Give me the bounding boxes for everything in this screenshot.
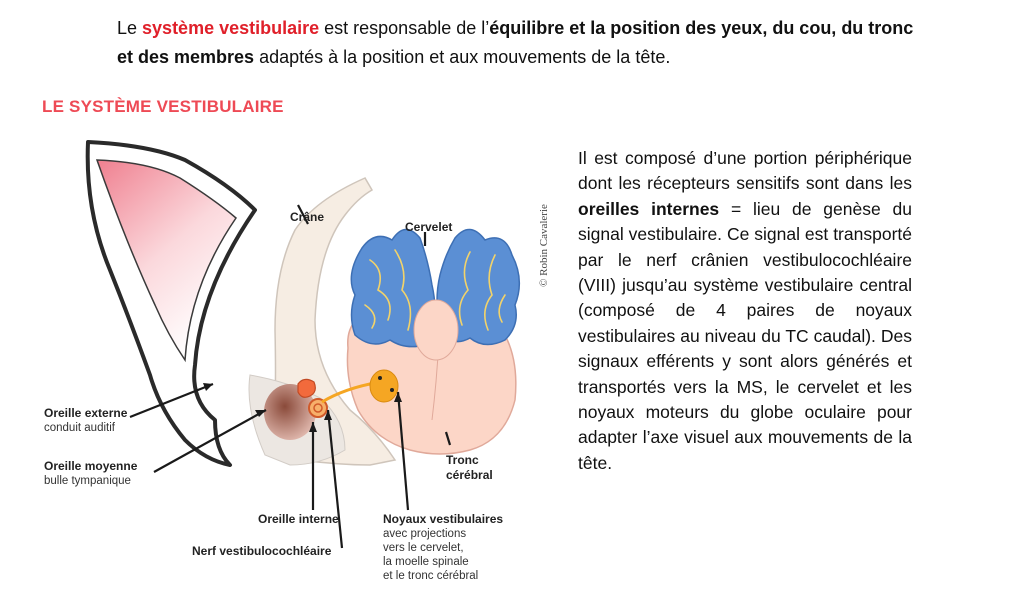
label-tronc: Tronc cérébral: [446, 453, 493, 482]
vestibular-nucleus: [370, 370, 398, 402]
figure-title: LE SYSTÈME VESTIBULAIRE: [42, 97, 284, 116]
description-paragraph: [578, 146, 912, 476]
intro-part2: est responsable de l’: [319, 18, 490, 38]
vestibular-diagram: [0, 120, 540, 590]
label-oreille-interne: Oreille interne: [258, 512, 339, 526]
para-part1: Il est composé d’une portion périphérique dont les récepteurs sensitifs sont dans les: [578, 148, 912, 194]
intro-part3: adaptés à la position et aux mouvements de la tête.: [254, 47, 671, 67]
image-credit: © Robin Cavalerie: [538, 204, 550, 287]
intro-bold: équilibre et la position des yeux, du cou, du tronc et des membres: [117, 18, 914, 67]
label-crane: Crâne: [290, 210, 325, 224]
para-part2: = lieu de genèse du signal vestibulaire. Ce signal est transporté par le nerf crânien vestibulocochléaire (VIII) jusqu’au système vestibulaire central (composé de 4 paires de noyaux vestibulaires au niveau du TC caudal). Des signaux efférents y sont alors générés et transportés vers la MS, le cervelet et les noyaux moteurs du globe oculaire pour adapter l’axe visuel aux mouvements de la tête.: [578, 198, 912, 473]
intro-highlight: système vestibulaire: [142, 18, 320, 38]
label-nerf: Nerf vestibulocochléaire: [192, 544, 332, 558]
intro-part1: Le: [117, 18, 143, 38]
para-bold: oreilles internes: [578, 198, 720, 219]
label-oreille-moyenne: Oreille moyenne bulle tympanique: [44, 459, 138, 487]
cerebellum-center: [414, 300, 458, 360]
intro-text: [117, 14, 917, 72]
label-oreille-externe: Oreille externe conduit auditif: [44, 406, 128, 434]
label-noyaux: Noyaux vestibulaires avec projections vers le cervelet, la moelle spinale et le tronc cérébral: [383, 512, 504, 582]
label-cervelet: Cervelet: [405, 220, 453, 234]
